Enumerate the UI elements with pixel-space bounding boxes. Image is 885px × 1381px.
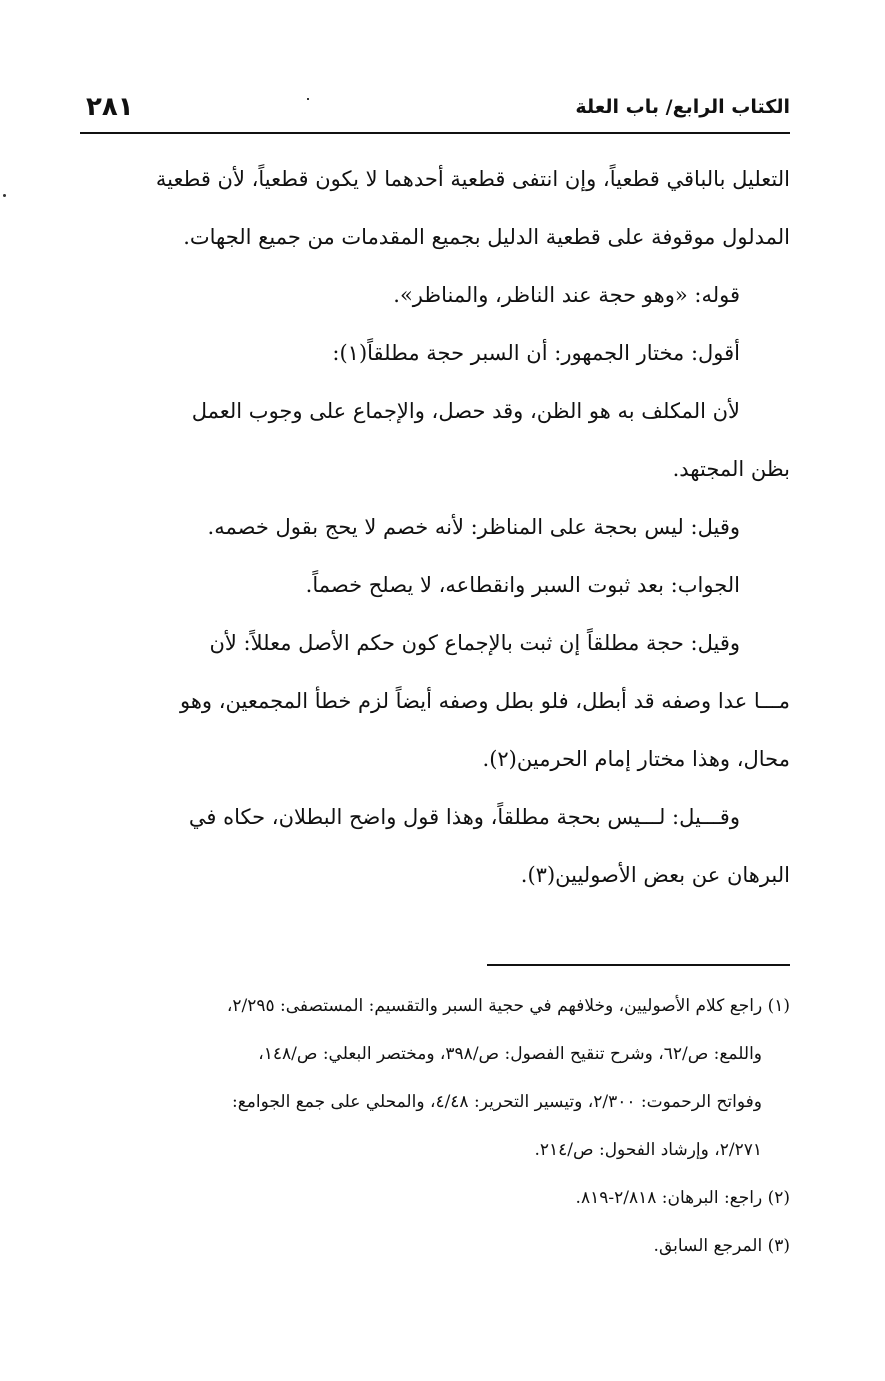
page-number: ٢٨١	[86, 92, 134, 122]
footnote-line: (٢) راجع: البرهان: ٢/٨١٨-٨١٩.	[575, 1188, 790, 1208]
text-line: الجواب: بعد ثبوت السبر وانقطاعه، لا يصلح خصماً.	[305, 573, 740, 597]
text-line: البرهان عن بعض الأصوليين(٣).	[520, 863, 790, 887]
text-line: وقـــيل: لـــيس بحجة مطلقاً، وهذا قول واضح البطلان، حكاه في	[188, 805, 740, 829]
text-line: المدلول موقوفة على قطعية الدليل بجميع المقدمات من جميع الجهات.	[183, 225, 790, 249]
text-line: لأن المكلف به هو الظن، وقد حصل، والإجماع على وجوب العمل	[191, 399, 740, 423]
text-line: وقيل: ليس بحجة على المناظر: لأنه خصم لا يحج بقول خصمه.	[207, 515, 740, 539]
running-header	[80, 92, 790, 134]
text-line: وقيل: حجة مطلقاً إن ثبت بالإجماع كون حكم الأصل معللاً: لأن	[209, 631, 740, 655]
scan-speck	[3, 194, 6, 197]
main-text	[80, 150, 790, 904]
text-line: قوله: «وهو حجة عند الناظر، والمناظر».	[393, 283, 740, 307]
footnote-separator	[487, 964, 790, 966]
text-line: مـــا عدا وصفه قد أبطل، فلو بطل وصفه أيضاً لزم خطأ المجمعين، وهو	[179, 689, 790, 713]
footnote-line: وفواتح الرحموت: ٢/٣٠٠، وتيسير التحرير: ٤/٤٨، والمحلي على جمع الجوامع:	[232, 1092, 762, 1112]
text-line: بظن المجتهد.	[672, 457, 790, 481]
footnotes	[80, 982, 790, 1270]
footnote-line: ٢/٢٧١، وإرشاد الفحول: ص/٢١٤.	[534, 1140, 762, 1160]
text-line: محال، وهذا مختار إمام الحرمين(٢).	[482, 747, 790, 771]
footnote-line: واللمع: ص/٦٢، وشرح تنقيح الفصول: ص/٣٩٨، ومختصر البعلي: ص/١٤٨،	[258, 1044, 762, 1064]
text-line: أقول: مختار الجمهور: أن السبر حجة مطلقاً(١):	[332, 341, 740, 365]
footnote-line: (٣) المرجع السابق.	[653, 1236, 790, 1256]
footnote-line: (١) راجع كلام الأصوليين، وخلافهم في حجية السبر والتقسيم: المستصفى: ٢/٢٩٥،	[226, 996, 790, 1016]
text-line: التعليل بالباقي قطعياً، وإن انتفى قطعية أحدهما لا يكون قطعياً، لأن قطعية	[155, 167, 790, 191]
header-title: الكتاب الرابع/ باب العلة	[575, 96, 790, 118]
